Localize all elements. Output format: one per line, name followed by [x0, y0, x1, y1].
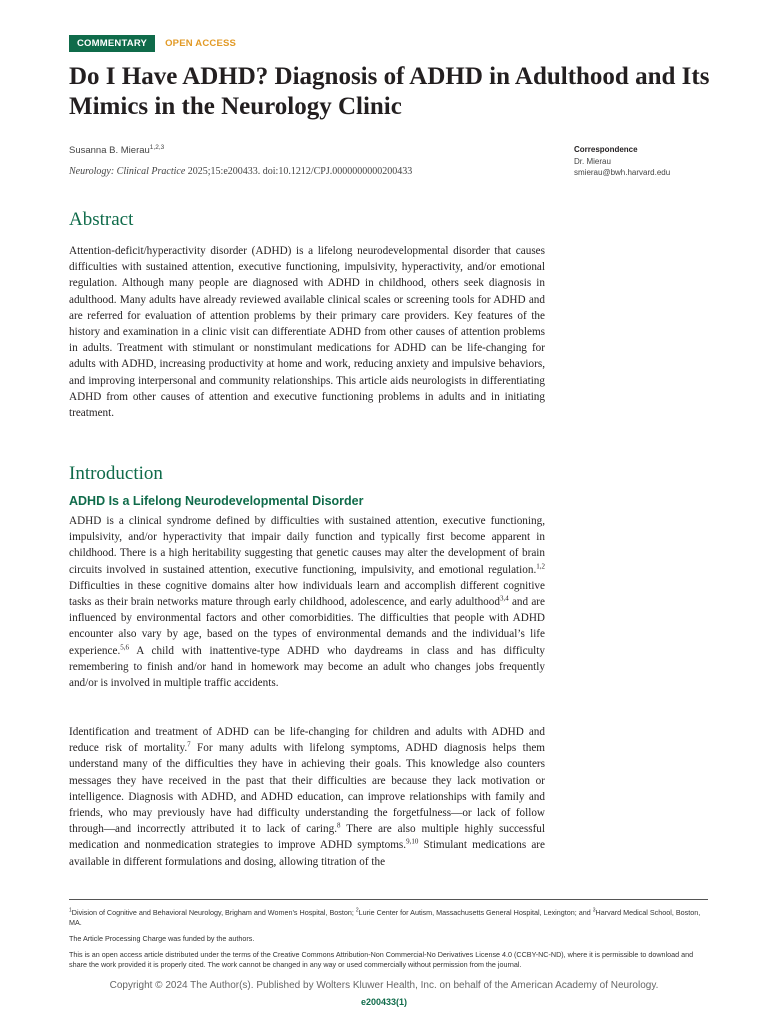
page-number: e200433(1): [360, 997, 408, 1007]
paragraph-text: Difficulties in these cognitive domains alter how individuals learn and accomplish different cognitive tasks as their brain networks mature through early childhood, adolescence, and early adulthood: [69, 579, 545, 609]
copyright-line: Copyright © 2024 The Author(s). Published by Wolters Kluwer Health, Inc. on behalf of the American Academy of Neurology.: [109, 980, 659, 991]
reference-citation[interactable]: 8: [337, 821, 341, 830]
reference-citation[interactable]: 5,6: [120, 642, 129, 651]
affiliation-text: Harvard Medical School, Boston, MA.: [69, 908, 701, 927]
correspondence-block: [574, 144, 670, 179]
commentary-badge: COMMENTARY: [69, 35, 155, 52]
affiliation-marker: 2: [355, 907, 359, 914]
abstract-heading: Abstract: [69, 209, 134, 230]
abstract-text: Attention-deficit/hyperactivity disorder (ADHD) is a lifelong neurodevelopmental disorder that causes difficulties with sustained attention, executive functioning, impulsivity, hyperactivity, and/or emotional regulation. Although many people are diagnosed with ADHD in childhood, others seek diagnosis in adulthood. Many adults have already reviewed available clinical scales or screening tools for ADHD and are referred for evaluation of attention problems by their primary care providers. Key features of the history and examination in a clinic visit can differentiate ADHD from other causes of attention problems in adults. Treatment with stimulant or nonstimulant medications for ADHD can be life-changing for adults with ADHD, increasing productivity at home and work, reducing anxiety and impulsive behaviors, and improving interpersonal and community relationships. This article aids neurologists in differentiating ADHD from other causes of attention and executive functioning problems in adults and in initiating treatment.: [69, 245, 545, 420]
affiliations-footnote: [69, 908, 711, 928]
paragraph-text: Identification and treatment of ADHD can be life-changing for children and adults with ADHD and reduce risk of mortality.: [69, 726, 545, 755]
paragraph-text: and are influenced by environmental factors and other comorbidities. The difficulties that people with ADHD encounter also vary by age, based on the types of environmental demands and the individual’s life experience.: [69, 596, 545, 657]
paragraph-text: There are also multiple highly successful medication and nonmedication strategies to improve ADHD symptoms.: [69, 823, 546, 852]
citation-details: 2025;15:e200433. doi:10.1212/CPJ.0000000000200433: [185, 166, 413, 177]
correspondence-email[interactable]: smierau@bwh.harvard.edu: [574, 168, 671, 177]
affiliation-text: Division of Cognitive and Behavioral Neurology, Brigham and Women’s Hospital, Boston;: [71, 908, 356, 917]
subsection-heading: ADHD Is a Lifelong Neurodevelopmental Disorder: [69, 494, 364, 508]
footnote-divider: [69, 899, 708, 900]
reference-citation[interactable]: 1,2: [536, 561, 545, 570]
introduction-paragraph-1: [69, 513, 545, 691]
affiliation-text: Lurie Center for Autism, Massachusetts General Hospital, Lexington; and: [358, 908, 593, 917]
paragraph-text: ADHD is a clinical syndrome defined by difficulties with sustained attention, executive functioning, impulsivity, and/or hyperactivity that impair daily function and typically first become apparent in childhood. There is a high heritability suggesting that genetic causes may alter the development of brain circuits involved in sustained attention, executive functioning, impulsivity, and emotional regulation.: [69, 515, 545, 576]
reference-citation[interactable]: 7: [187, 740, 191, 749]
author-line: [69, 144, 164, 156]
citation-line: [69, 166, 412, 177]
reference-citation[interactable]: 9,10: [406, 837, 419, 846]
journal-name: Neurology: Clinical Practice: [69, 166, 186, 177]
article-title: Do I Have ADHD? Diagnosis of ADHD in Adulthood and Its Mimics in the Neurology Clinic: [69, 63, 710, 120]
author-affiliation-refs: 1,2,3: [149, 144, 165, 151]
open-access-label: OPEN ACCESS: [165, 38, 237, 49]
license-footnote: This is an open access article distributed under the terms of the Creative Commons Attribution-Non Commercial-No Derivatives License 4.0 (CCBY-NC-ND), where it is permissible to download and share the work provided it is properly cited. The work cannot be changed in any way or used commercially without permission from the journal.: [69, 950, 694, 969]
author-name: Susanna B. Mierau: [69, 145, 150, 157]
paragraph-text: A child with inattentive-type ADHD who daydreams in class and has difficulty remembering to finish and/or hand in homework may become an adult who changes jobs frequently and/or is involved in multiple traffic accidents.: [69, 644, 545, 690]
apc-footnote: The Article Processing Charge was funded by the authors.: [69, 934, 255, 943]
paragraph-text: For many adults with lifelong symptoms, ADHD diagnosis helps them understand many of the difficulties they have in achieving their goals. This knowledge also counters messages they have received in the past that their difficulties are because they lack motivation or intelligence. Diagnosis with ADHD, and ADHD education, can improve relationships with family and friends, who may previously have had difficulty understanding the forgetfulness—or lack of follow through—and incorrectly attributed it to lack of caring.: [69, 742, 545, 836]
affiliation-marker: 1: [69, 907, 72, 914]
introduction-heading: Introduction: [69, 463, 163, 484]
affiliation-marker: 3: [592, 907, 596, 914]
paragraph-text: Stimulant medications are available in different formulations and dosing, allowing titration of the: [69, 839, 546, 868]
introduction-paragraph-2: [69, 724, 545, 870]
correspondence-heading: Correspondence: [574, 145, 638, 154]
correspondence-name: Dr. Mierau: [574, 156, 611, 166]
reference-citation[interactable]: 3,4: [499, 594, 509, 603]
article-type-tags: [69, 35, 236, 52]
